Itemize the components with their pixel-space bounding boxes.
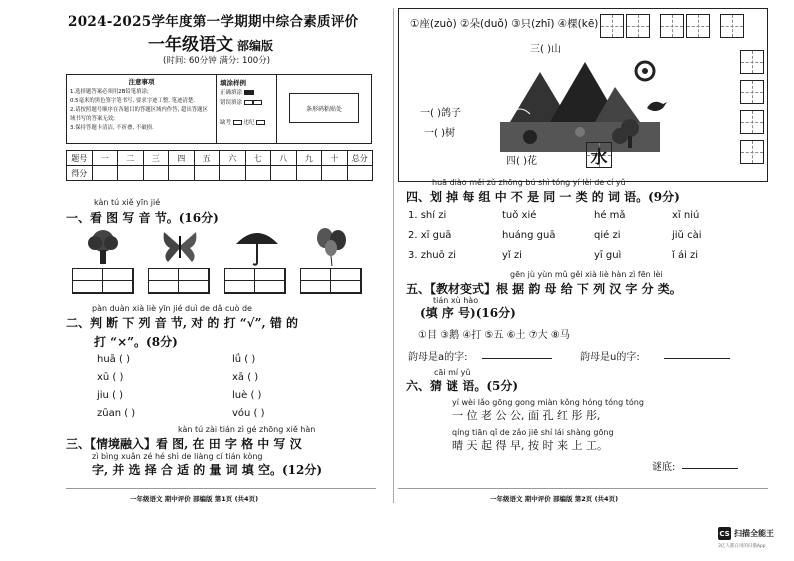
tianzige-box[interactable] (600, 14, 624, 38)
fill-sample-title: 填涂样例 (220, 79, 246, 87)
pinyin-writing-grid[interactable] (224, 268, 286, 294)
fill-tree[interactable]: 一( )树 (424, 128, 455, 139)
absent-violation-row: 缺考 违纪 (220, 118, 273, 128)
score-cell[interactable] (118, 166, 144, 181)
water-character: 水 (590, 147, 608, 168)
q4-word[interactable]: tuǒ xié (502, 210, 537, 221)
exam-title: 2024-2025学年度第一学期期中综合素质评价 (68, 14, 359, 30)
tianzige-box[interactable] (740, 50, 764, 74)
score-header-cell: 题号 (67, 151, 93, 166)
q5-pinyin: gēn jù yùn mǔ gěi xià liè hàn zì fēn lèi (510, 270, 663, 279)
q5-label-u: 韵母是u的字: (580, 352, 640, 363)
fill-mountain[interactable]: 三( )山 (530, 44, 561, 55)
q4-word[interactable]: huáng guā (502, 230, 556, 241)
q4-word[interactable]: hé mǎ (594, 210, 626, 221)
score-value-row (67, 166, 373, 181)
score-header-cell: 二 (118, 151, 144, 166)
q5-pinyin-2: tián xù hào (433, 296, 479, 305)
q3-title: 三、【情境融入】看 图, 在 田 字 格 中 写 汉 (66, 437, 302, 451)
q4-title: 四、划 掉 每 组 中 不 是 同 一 类 的 词 语。(9分) (406, 190, 680, 204)
score-header-cell: 五 (194, 151, 220, 166)
q4-word[interactable]: yī guì (594, 250, 622, 261)
q3-pinyin-2: zì bìng xuǎn zé hé shì de liàng cí tián kòng (92, 452, 263, 461)
notice-column (67, 75, 217, 143)
subtitle-grade: 一年级语文 (148, 35, 233, 55)
tianzige-box[interactable] (740, 110, 764, 134)
riddle-pinyin-2: qíng tiān qǐ de zǎo jiē shí lái shàng gōng (452, 428, 614, 437)
riddle-line-1: 一 位 老 公 公, 面 孔 红 彤 彤, (452, 409, 601, 422)
notice-line: 域书写的答案无效; (70, 116, 115, 122)
pinyin-writing-grid[interactable] (72, 268, 134, 294)
absent-checkbox[interactable] (233, 120, 242, 125)
footer-left: 一年级语文 期中评价 部编版 第1页 (共4页) (130, 495, 259, 503)
q6-pinyin: cāi mí yǔ (434, 368, 471, 377)
q2-item[interactable]: xū ( ) (97, 372, 124, 383)
q1-title: 一、看 图 写 音 节。(16分) (66, 211, 219, 225)
tianzige-box[interactable] (660, 14, 684, 38)
score-header-cell: 三 (143, 151, 169, 166)
score-header-cell: 一 (92, 151, 118, 166)
exam-subtitle (148, 30, 273, 55)
barcode-column (277, 75, 371, 143)
score-cell[interactable] (296, 166, 322, 181)
score-cell[interactable] (143, 166, 169, 181)
time-info: (时间: 60分钟 满分: 100分) (163, 56, 271, 66)
q4-word[interactable]: 3. zhuō zi (408, 250, 456, 261)
notice-line: 2.请按照题号顺序在各题目的答题区域内作答, 超出答题区 (70, 107, 208, 113)
q5-subtitle: (填 序 号)(16分) (420, 306, 516, 320)
q5-label-a: 韵母是a的字: (408, 352, 468, 363)
riddle-pinyin-1: yí wèi lǎo gōng gong miàn kǒng hóng tóng tóng (452, 398, 644, 407)
camscanner-logo: CS (718, 527, 731, 540)
score-header-cell: 七 (245, 151, 271, 166)
tianzige-box[interactable] (686, 14, 710, 38)
score-cell[interactable] (194, 166, 220, 181)
q4-word[interactable]: yǐ zi (502, 250, 522, 261)
pinyin-writing-grid[interactable] (300, 268, 362, 294)
page-divider (66, 488, 376, 489)
footer-right: 一年级语文 期中评价 部编版 第2页 (共4页) (490, 495, 619, 503)
notice-line: 0.5毫米的黑色签字笔书写, 要求字迹工整, 笔迹清楚. (70, 98, 195, 104)
q2-pinyin: pàn duàn xià liè yīn jié duì de dǎ cuò de (92, 304, 252, 313)
tree-scene-icon (610, 118, 650, 148)
riddle-line-2: 晴 天 起 得 早, 按 时 来 上 工。 (452, 439, 608, 452)
violation-checkbox[interactable] (256, 120, 265, 125)
q2-title: 二、判 断 下 列 音 节, 对 的 打 “√”, 错 的 (66, 316, 299, 330)
score-cell[interactable] (220, 166, 246, 181)
notice-line: 3.保持答题卡清洁, 不折叠, 不破损. (70, 125, 154, 131)
q5-characters: ①目 ③鹅 ④打 ⑤五 ⑥土 ⑦大 ⑧马 (418, 330, 570, 341)
q2-item[interactable]: lǘ ( ) (232, 354, 256, 365)
score-cell[interactable] (169, 166, 195, 181)
umbrella-icon (234, 226, 274, 266)
tianzige-water-box (586, 142, 612, 168)
pinyin-writing-grid[interactable] (148, 268, 210, 294)
riddle-answer-label: 谜底: (652, 462, 676, 473)
score-cell[interactable] (322, 166, 348, 181)
tree-icon (83, 226, 123, 266)
q2-item[interactable]: vóu ( ) (232, 408, 265, 419)
filled-square-icon (244, 90, 254, 95)
score-header-row (67, 151, 373, 166)
watermark-name: 扫描全能王 (734, 529, 774, 538)
q2-item[interactable]: luè ( ) (232, 390, 262, 401)
q5-title: 五、【教材变式】根 据 韵 母 给 下 列 汉 字 分 类。 (406, 282, 682, 296)
q4-word[interactable]: jiǔ cài (672, 230, 702, 241)
q3-title-line2: 字, 并 选 择 合 适 的 量 词 填 空。(12分) (92, 463, 323, 477)
q4-word[interactable]: xī niú (672, 210, 700, 221)
score-row-label: 得分 (67, 166, 93, 181)
page-divider-right (398, 488, 768, 489)
tianzige-box[interactable] (740, 140, 764, 164)
measure-word-options: ①座(zuò) ②朵(duǒ) ③只(zhī) ④棵(kē) (410, 18, 599, 30)
q4-word[interactable]: 2. xī guā (408, 230, 452, 241)
q2-item[interactable]: xā ( ) (232, 372, 259, 383)
fill-flower[interactable]: 四( )花 (506, 156, 537, 167)
page-fold-line (393, 8, 394, 503)
pigeon-icon (645, 98, 667, 114)
score-cell[interactable] (245, 166, 271, 181)
fill-pigeon[interactable]: 一( )鸽子 (420, 108, 461, 119)
tianzige-box[interactable] (720, 14, 744, 38)
barcode-area: 条形码粘贴处 (289, 93, 359, 123)
q6-title: 六、猜 谜 语。(5分) (406, 379, 519, 393)
score-cell[interactable] (92, 166, 118, 181)
q4-word[interactable]: qié zi (594, 230, 621, 241)
notice-box (66, 74, 372, 144)
sun-icon (634, 60, 656, 82)
q4-word[interactable]: ǐ ái zi (672, 250, 699, 261)
score-header-cell: 四 (169, 151, 195, 166)
tianzige-box[interactable] (626, 14, 650, 38)
wrong-mark-icon (253, 100, 262, 105)
notice-line: 1.选择题答案必须用2B铅笔填涂; (70, 89, 149, 95)
q2-title-line2: 打 “×”。(8分) (94, 335, 178, 349)
fill-correct: 正确填涂 (220, 88, 273, 98)
subtitle-edition: 部编版 (237, 39, 274, 53)
q4-word[interactable]: 1. shí zi (408, 210, 447, 221)
score-cell[interactable] (271, 166, 297, 181)
riddle-answer-line[interactable] (682, 468, 738, 469)
q4-pinyin: huā diào měi zǔ zhōng bú shì tóng yí lèi de cí yǔ (432, 178, 626, 187)
butterfly-icon (160, 226, 200, 266)
score-header-cell: 十 (322, 151, 348, 166)
fill-wrong: 错误填涂 (220, 98, 273, 108)
q3-pinyin: kàn tú zài tián zì gé zhōng xiě hàn (178, 425, 316, 434)
wrong-mark-icon (244, 100, 253, 105)
q2-item[interactable]: jiu ( ) (97, 390, 124, 401)
score-header-cell: 九 (296, 151, 322, 166)
q2-item[interactable]: zūan ( ) (97, 408, 136, 419)
score-table (66, 150, 373, 181)
notice-title: 注意事项 (128, 78, 155, 86)
q2-item[interactable]: huā ( ) (97, 354, 130, 365)
fill-sample-column (217, 75, 277, 143)
score-header-cell: 八 (271, 151, 297, 166)
tianzige-box[interactable] (740, 80, 764, 104)
answer-line-a[interactable] (482, 358, 552, 359)
score-cell[interactable] (347, 166, 373, 181)
balloons-icon (312, 226, 352, 266)
watermark-tagline: 3亿人都在用的扫描App (718, 544, 766, 549)
score-header-cell: 总分 (347, 151, 373, 166)
q1-pinyin: kàn tú xiě yīn jié (94, 198, 161, 207)
answer-line-u[interactable] (664, 358, 730, 359)
score-header-cell: 六 (220, 151, 246, 166)
